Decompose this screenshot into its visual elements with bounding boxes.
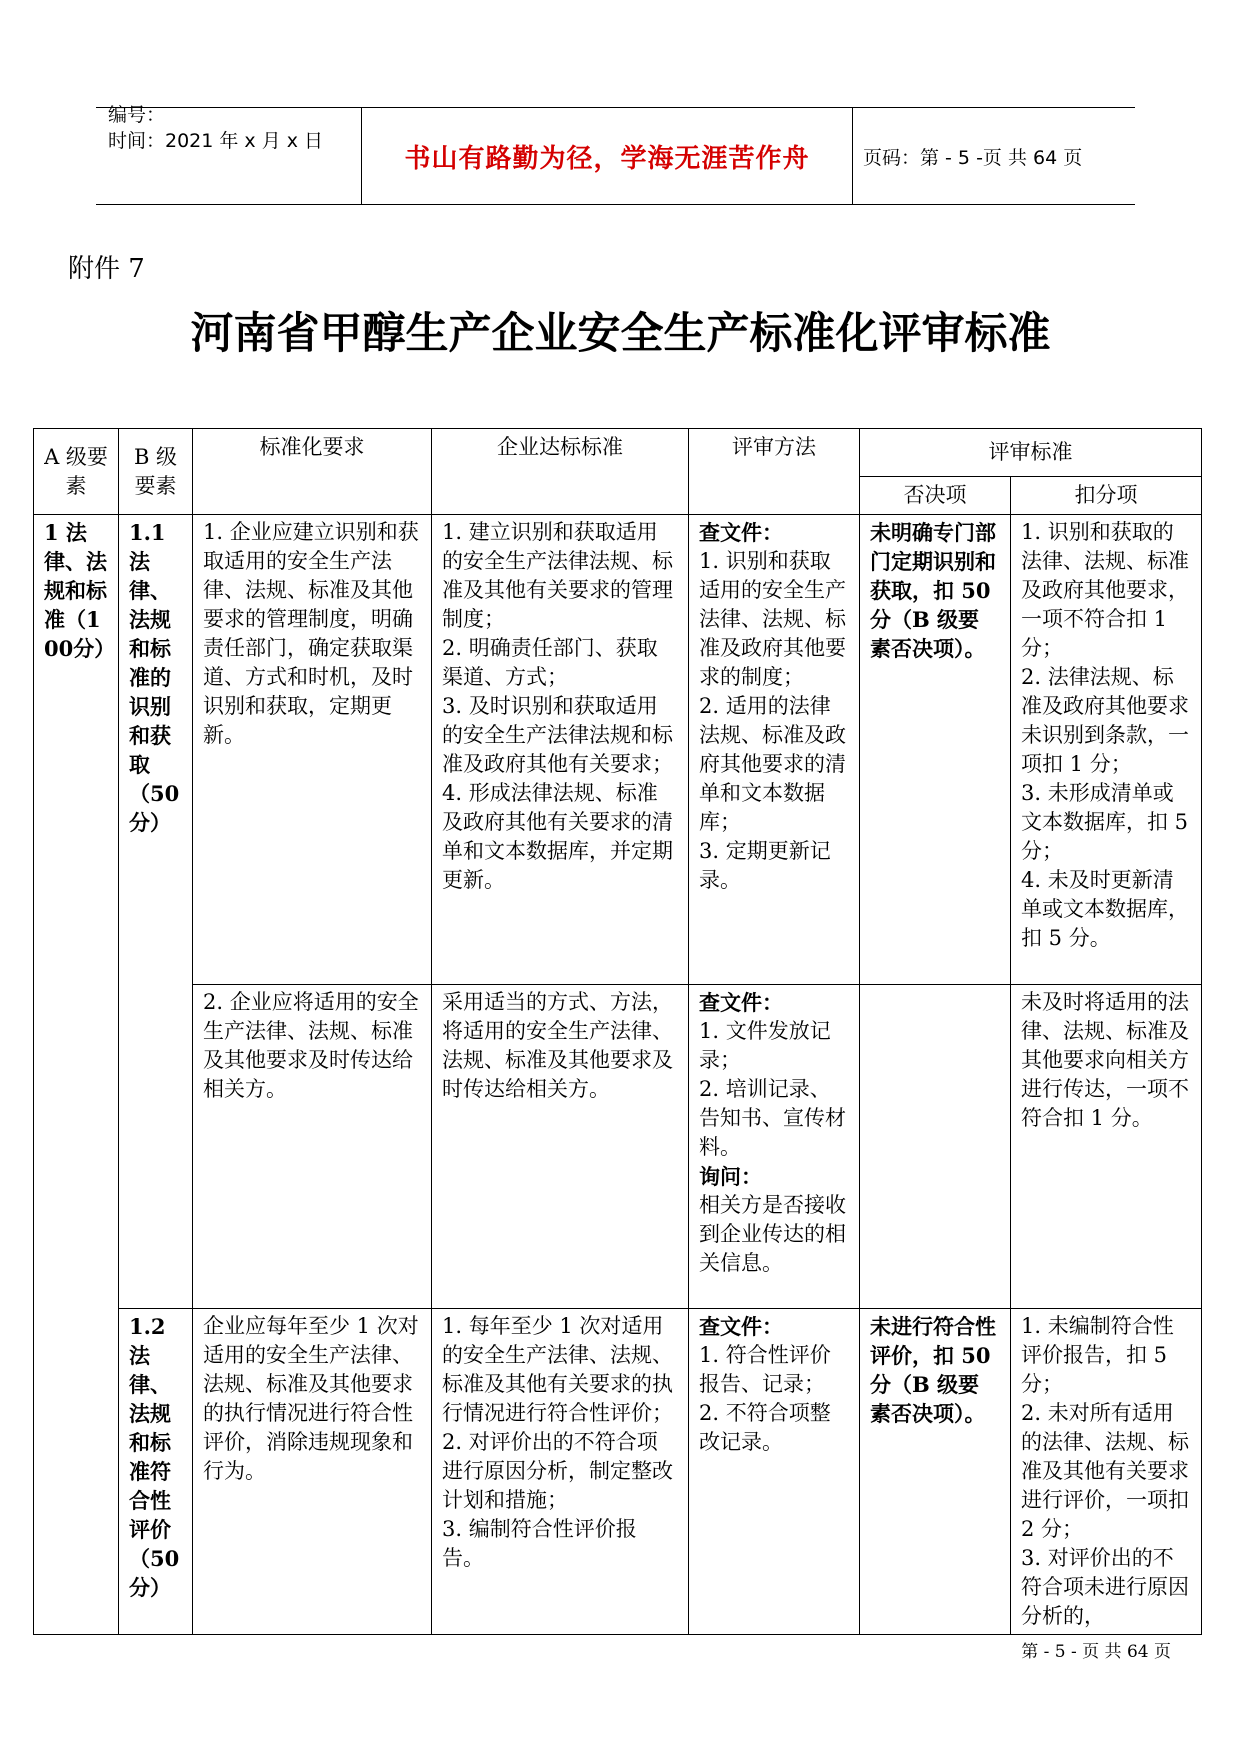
document-header: [96, 104, 1135, 205]
attachment-label: 附件 7: [68, 254, 145, 284]
row1-method-head: 查文件：: [699, 520, 783, 545]
row2-method-body: 1. 文件发放记录； 2. 培训记录、告知书、宣传材料。: [699, 1019, 846, 1159]
row3-requirement: 企业应每年至少 1 次对适用的安全生产法律、法规、标准及其他要求的执行情况进行符合性评价，消除违规现象和行为。: [193, 1309, 432, 1635]
row3-deduct: 1. 未编制符合性评价报告，扣 5 分； 2. 未对所有适用的法律、法规、标准及其他有关要求进行评价，一项扣 2 分； 3. 对评价出的不符合项未进行原因分析的，: [1011, 1309, 1202, 1635]
header-criteria: 评审标准: [860, 429, 1202, 477]
header-method: 评审方法: [689, 429, 860, 515]
row2-standard: 采用适当的方式、方法，将适用的安全生产法律、法规、标准及其他要求及时传达给相关方。: [432, 985, 689, 1309]
row3-method: [689, 1309, 860, 1635]
row2-deduct: 未及时将适用的法律、法规、标准及其他要求向相关方进行传达，一项不符合扣 1 分。: [1011, 985, 1202, 1309]
row1-standard: 1. 建立识别和获取适用的安全生产法律法规、标准及其他有关要求的管理制度； 2. 明确责任部门、获取渠道、方式； 3. 及时识别和获取适用的安全生产法律法规和标准及政府其他有关要求； 4. 形成法律法规、标准及政府其他有关要求的清单和文本数据库，并定期更新。: [432, 515, 689, 985]
time-label: 时间：2021 年 x 月 x 日: [108, 130, 324, 152]
header-requirement: 标准化要求: [193, 429, 432, 515]
row3-method-body: 1. 符合性评价报告、记录； 2. 不符合项整改记录。: [699, 1343, 831, 1454]
row2-method-head2: 询问：: [699, 1164, 762, 1189]
row3-method-head: 查文件：: [699, 1314, 783, 1339]
header-veto: 否决项: [860, 477, 1011, 515]
header-a-level: A 级要素: [34, 429, 119, 515]
row1-veto: 未明确专门部门定期识别和获取，扣 50 分（B 级要素否决项）。: [860, 515, 1011, 985]
row1-method: [689, 515, 860, 985]
a1-cell: 1 法律、法规和标准（100分）: [34, 515, 119, 1635]
b11-cell: 1.1 法律、法规和标准的识别和获取（50分）: [119, 515, 193, 1309]
row2-veto: [860, 985, 1011, 1309]
header-b-level: B 级要素: [119, 429, 193, 515]
row2-requirement: 2. 企业应将适用的安全生产法律、法规、标准及其他要求及时传达给相关方。: [193, 985, 432, 1309]
number-label: 编号：: [108, 104, 166, 126]
page-footer: 第 - 5 - 页 共 64 页: [1021, 1642, 1171, 1662]
row2-method-head: 查文件：: [699, 990, 783, 1015]
motto: 书山有路勤为径，学海无涯苦作舟: [361, 108, 853, 204]
row1-method-body: 1. 识别和获取适用的安全生产法律、法规、标准及政府其他要求的制度； 2. 适用的法律法规、标准及政府其他要求的清单和文本数据库； 3. 定期更新记录。: [699, 549, 846, 892]
document-title: 河南省甲醇生产企业安全生产标准化评审标准: [190, 309, 1051, 359]
header-standard: 企业达标标准: [432, 429, 689, 515]
header-meta: [96, 104, 361, 204]
b12-cell: 1.2 法律、法规和标准符合性评价（50分）: [119, 1309, 193, 1635]
row2-method: [689, 985, 860, 1309]
row1-deduct: 1. 识别和获取的法律、法规、标准及政府其他要求，一项不符合扣 1 分； 2. 法律法规、标准及政府其他要求未识别到条款，一项扣 1 分； 3. 未形成清单或文本数据库，扣 5 分； 4. 未及时更新清单或文本数据库，扣 5 分。: [1011, 515, 1202, 985]
row3-standard: 1. 每年至少 1 次对适用的安全生产法律、法规、标准及其他有关要求的执行情况进行符合性评价； 2. 对评价出的不符合项进行原因分析，制定整改计划和措施； 3. 编制符合性评价报告。: [432, 1309, 689, 1635]
header-deduct: 扣分项: [1011, 477, 1202, 515]
row1-requirement: 1. 企业应建立识别和获取适用的安全生产法律、法规、标准及其他要求的管理制度，明确责任部门，确定获取渠道、方式和时机，及时识别和获取，定期更新。: [193, 515, 432, 985]
standards-table: [33, 428, 1202, 1635]
page-info: 页码：第 - 5 -页 共 64 页: [863, 146, 1083, 169]
row2-method-body2: 相关方是否接收到企业传达的相关信息。: [699, 1193, 846, 1275]
row3-veto: 未进行符合性评价，扣 50 分（B 级要素否决项）。: [860, 1309, 1011, 1635]
